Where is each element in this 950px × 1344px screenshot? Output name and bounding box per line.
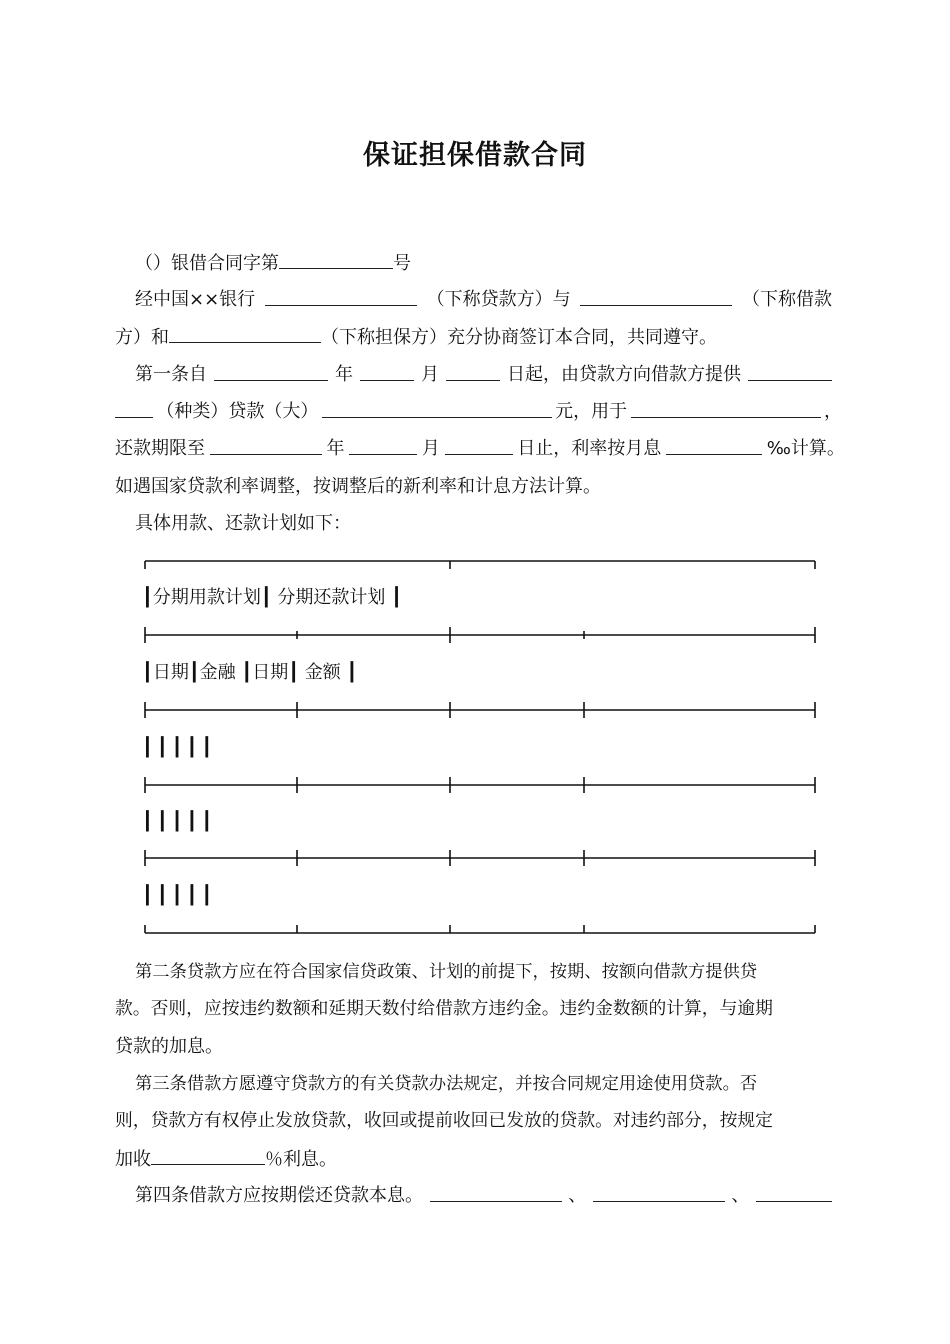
article1-line-3 bbox=[115, 437, 845, 461]
lender-blank bbox=[265, 288, 417, 306]
article1-text-k: 日止，利率按月息 bbox=[517, 438, 662, 459]
plan-intro: 具体用款、还款计划如下： bbox=[135, 513, 351, 534]
article3-text-a: 加收 bbox=[115, 1149, 151, 1170]
purpose-blank bbox=[631, 400, 821, 418]
table-header-row-2: ┃日期┃金融 ┃日期┃ 金额 ┃ bbox=[142, 662, 358, 683]
intro-text-c: （下称借款 bbox=[741, 289, 832, 310]
surcharge-rate-blank bbox=[151, 1147, 265, 1165]
article1-text-h: 还款期限至 bbox=[115, 438, 205, 459]
contract-number-suffix: 号 bbox=[393, 253, 411, 274]
article1-text-i: 年 bbox=[326, 438, 345, 459]
article1-text-c: 月 bbox=[421, 364, 439, 385]
repayment-blank-2 bbox=[593, 1184, 725, 1202]
intro-text-e: （下称担保方）充分协商签订本合同，共同遵守。 bbox=[321, 327, 717, 348]
article1-text-a: 第一条自 bbox=[135, 364, 207, 385]
end-year-blank bbox=[210, 437, 322, 455]
start-day-blank bbox=[446, 363, 500, 381]
article1-line-4 bbox=[115, 475, 601, 499]
intro-line-2 bbox=[115, 325, 717, 350]
repayment-blank-3 bbox=[756, 1184, 832, 1202]
article1-text-b: 年 bbox=[335, 364, 353, 385]
article4-sep-2: 、 bbox=[731, 1185, 750, 1206]
borrower-blank bbox=[580, 288, 732, 306]
article1-line-2 bbox=[115, 400, 842, 424]
article4-text-a: 第四条借款方应按期偿还贷款本息。 bbox=[135, 1185, 423, 1206]
intro-text-a: 经中国××银行 bbox=[135, 289, 256, 310]
start-year-blank bbox=[214, 363, 328, 381]
article1-text-l: ‰计算。 bbox=[766, 438, 845, 459]
article3-text-b: ％利息。 bbox=[265, 1149, 337, 1170]
article1-text-m: 如遇国家贷款利率调整，按调整后的新利率和计息方法计算。 bbox=[115, 476, 601, 497]
table-row-1: ┃┃┃┃┃ bbox=[142, 737, 217, 758]
article1-text-g: ， bbox=[823, 401, 842, 422]
article1-text-f: 元，用于 bbox=[555, 401, 628, 422]
repayment-blank-1 bbox=[430, 1184, 562, 1202]
article2-line-3: 贷款的加息。 bbox=[115, 1036, 223, 1057]
intro-line-1 bbox=[135, 288, 832, 312]
contract-number-line bbox=[135, 251, 411, 276]
article3-line-2: 则，贷款方有权停止发放贷款，收回或提前收回已发放的贷款。对违约部分，按规定 bbox=[115, 1110, 773, 1131]
document-title: 保证担保借款合同 bbox=[363, 140, 587, 171]
article2-line-2: 款。否则，应按违约数额和延期天数付给借款方违约金。违约金数额的计算，与逾期 bbox=[115, 998, 773, 1019]
article1-text-j: 月 bbox=[421, 438, 440, 459]
article1-text-e: （种类）贷款（大） bbox=[156, 401, 319, 422]
intro-text-b: （下称贷款方）与 bbox=[426, 289, 571, 310]
table-header-row-1: ┃分期用款计划┃ 分期还款计划 ┃ bbox=[142, 587, 402, 608]
end-month-blank bbox=[349, 437, 417, 455]
interest-rate-blank bbox=[666, 437, 762, 455]
start-month-blank bbox=[360, 363, 414, 381]
table-row-2: ┃┃┃┃┃ bbox=[142, 811, 217, 832]
article3-line-1: 第三条借款方愿遵守贷款方的有关贷款办法规定，并按合同规定用途使用贷款。否 bbox=[135, 1074, 758, 1094]
article4-sep-1: 、 bbox=[568, 1185, 587, 1206]
article3-line-3 bbox=[115, 1147, 337, 1172]
contract-number-blank bbox=[279, 251, 393, 269]
contract-number-prefix: （）银借合同字第 bbox=[135, 253, 279, 274]
intro-text-d: 方）和 bbox=[115, 327, 169, 348]
end-day-blank bbox=[445, 437, 513, 455]
plan-table-grid bbox=[142, 555, 822, 940]
guarantor-blank bbox=[169, 325, 321, 343]
table-row-3: ┃┃┃┃┃ bbox=[142, 885, 217, 906]
article1-text-d: 日起，由贷款方向借款方提供 bbox=[507, 364, 741, 385]
plan-table bbox=[142, 555, 822, 940]
article1-line-1 bbox=[135, 363, 832, 387]
loan-type-blank-start bbox=[748, 363, 832, 381]
article4-line-1 bbox=[135, 1184, 832, 1208]
amount-blank bbox=[322, 400, 552, 418]
article2-line-1: 第二条贷款方应在符合国家信贷政策、计划的前提下，按期、按额向借款方提供贷 bbox=[135, 962, 758, 982]
loan-type-blank-end bbox=[115, 400, 153, 418]
